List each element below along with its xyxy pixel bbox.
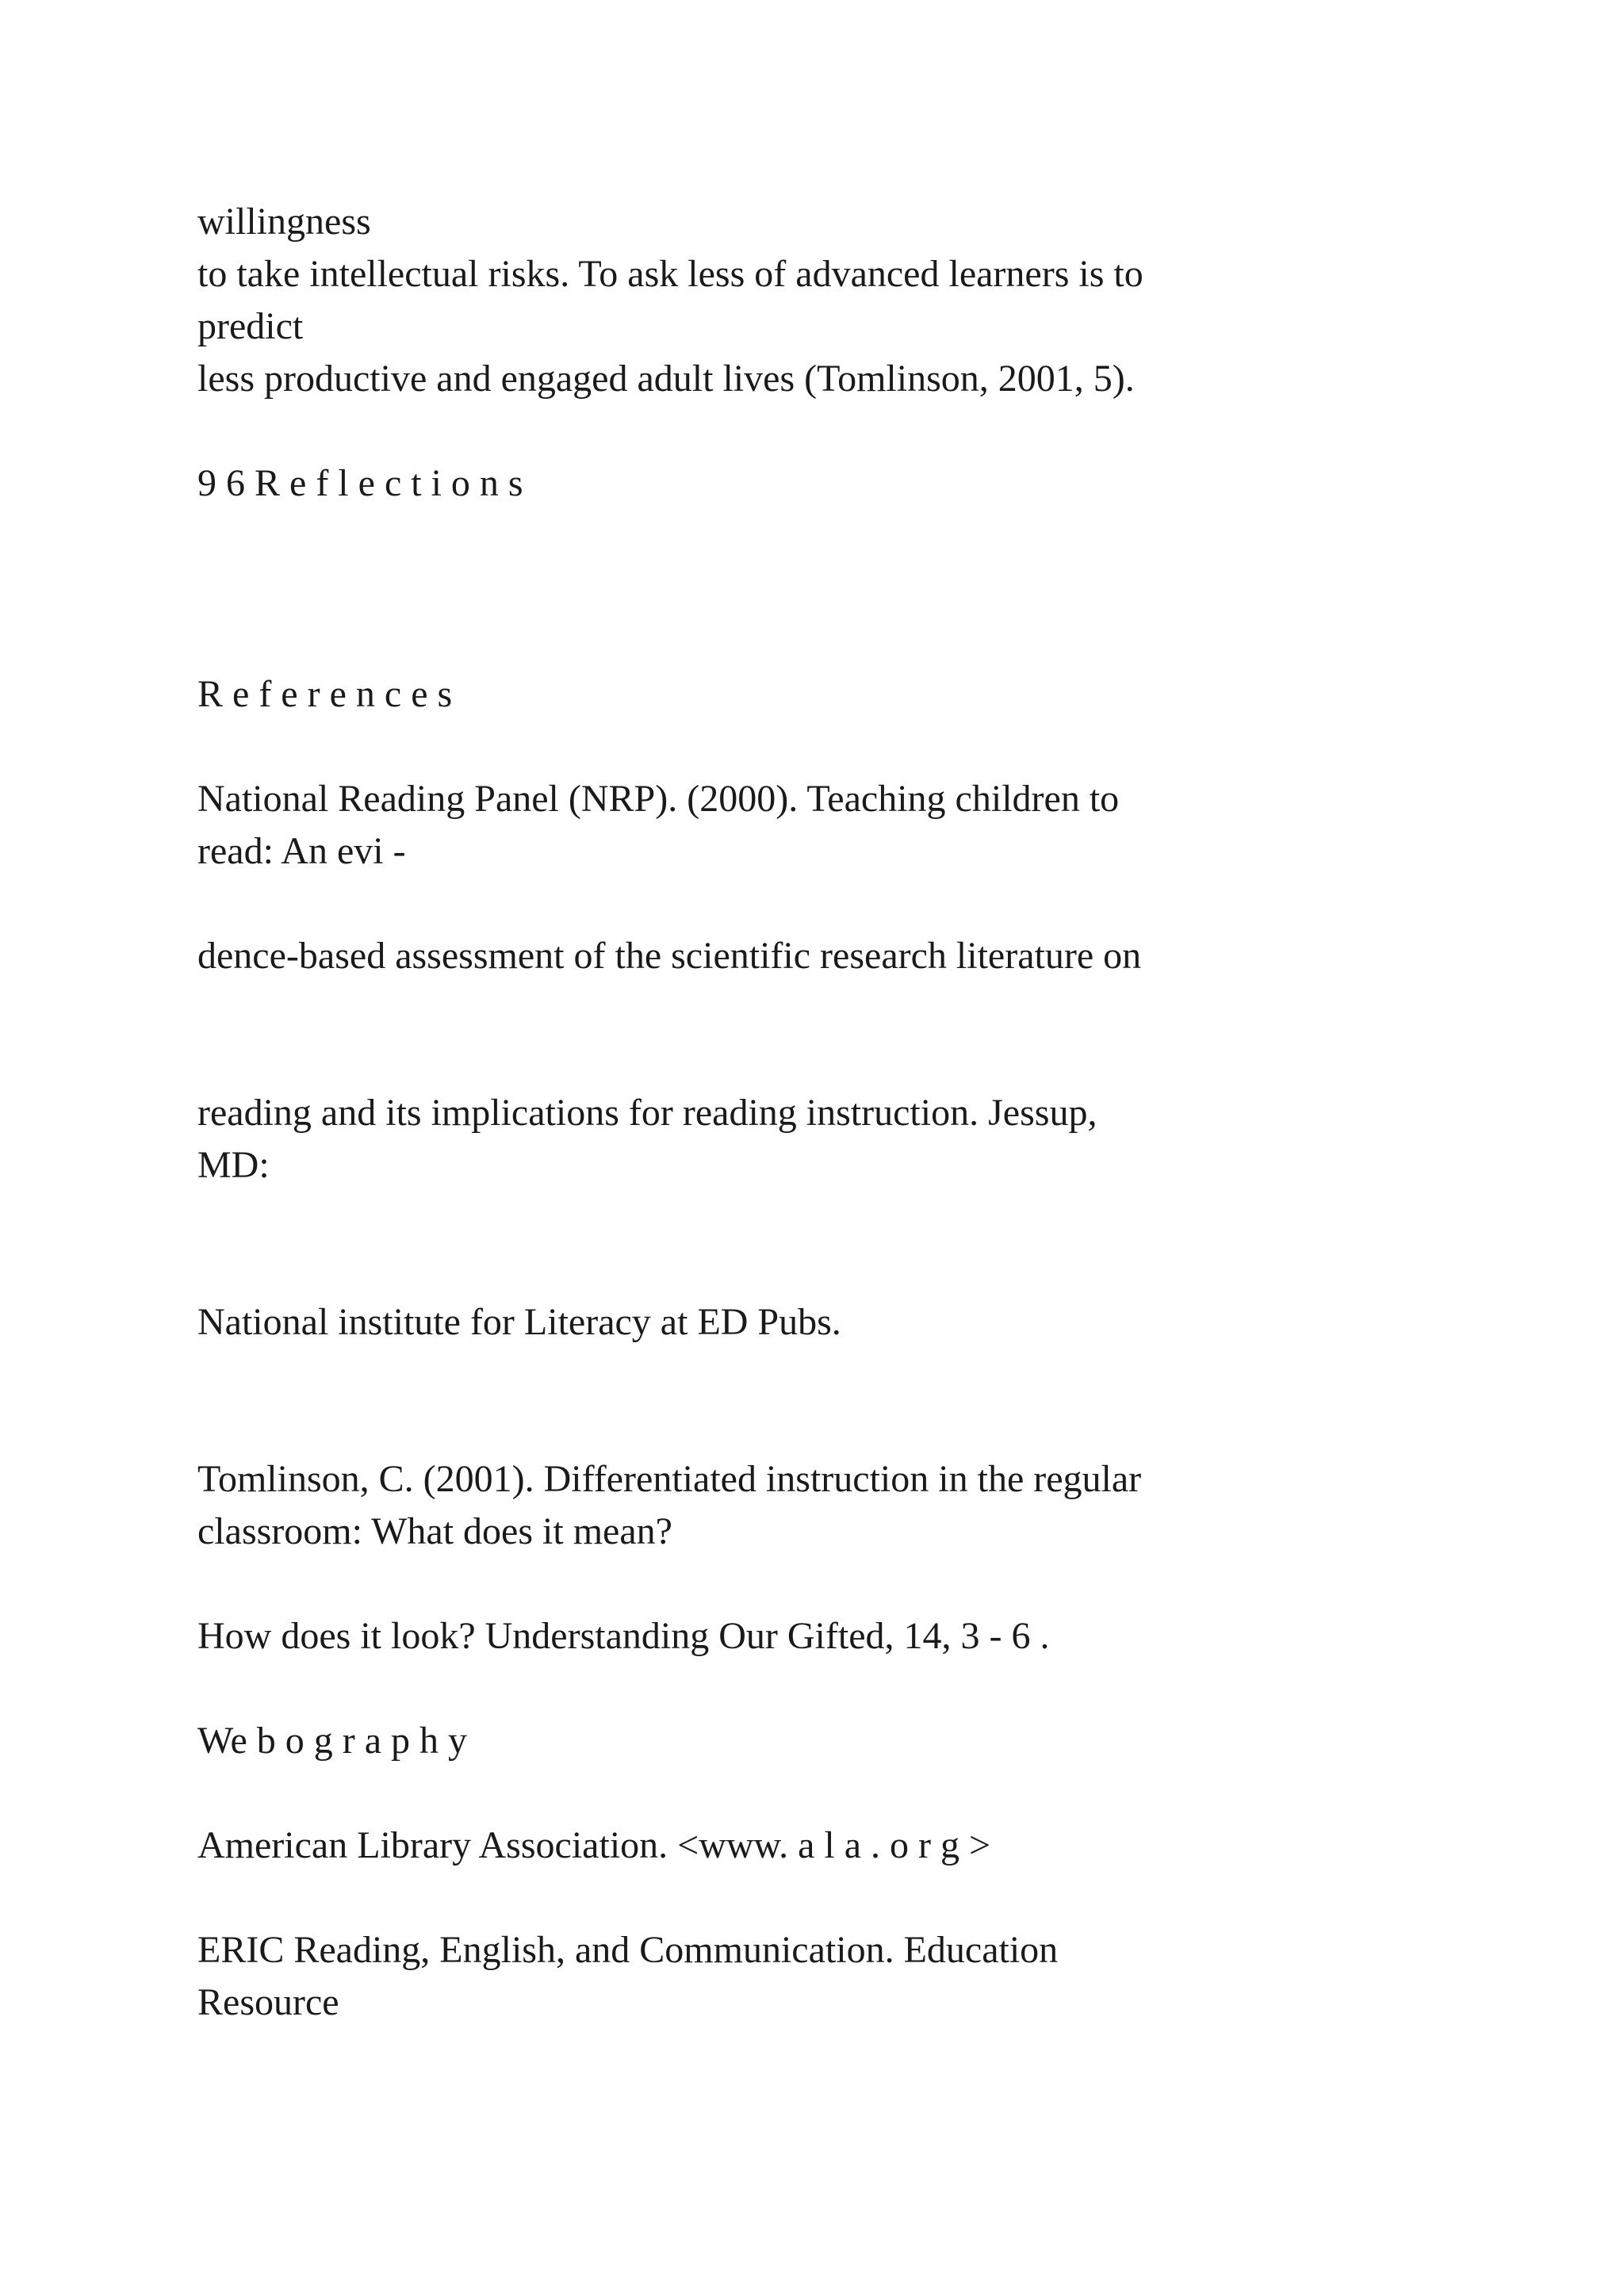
webography-heading: We b o g r a p h y [197,1720,468,1762]
reference-text-line: read: An evi - [197,830,406,872]
reference-text-line: How does it look? Understanding Our Gifted, 14, 3 - 6 . [197,1615,1050,1657]
body-text-line: willingness [197,201,371,243]
webography-text-line: Resource [197,1981,339,2023]
reference-text-line: MD: [197,1144,270,1186]
body-text-line: to take intellectual risks. To ask less of advanced learners is to [197,253,1143,295]
reference-text-line: dence-based assessment of the scientific research literature on [197,935,1142,977]
webography-text-line: ERIC Reading, English, and Communication. Education [197,1929,1059,1971]
webography-text-line: American Library Association. <www. a l a . o r g > [197,1824,991,1866]
reflections-heading: 9 6 R e f l e c t i o n s [197,462,523,504]
reference-text-line: National Reading Panel (NRP). (2000). Teaching children to [197,778,1120,820]
references-heading: R e f e r e n c e s [197,673,453,715]
body-text-line: predict [197,305,304,347]
reference-text-line: National institute for Literacy at ED Pubs. [197,1301,841,1343]
reference-text-line: reading and its implications for reading instruction. Jessup, [197,1092,1097,1134]
reference-text-line: Tomlinson, C. (2001). Differentiated instruction in the regular [197,1458,1142,1500]
body-text-line: less productive and engaged adult lives (Tomlinson, 2001, 5). [197,358,1135,400]
reference-text-line: classroom: What does it mean? [197,1510,672,1552]
